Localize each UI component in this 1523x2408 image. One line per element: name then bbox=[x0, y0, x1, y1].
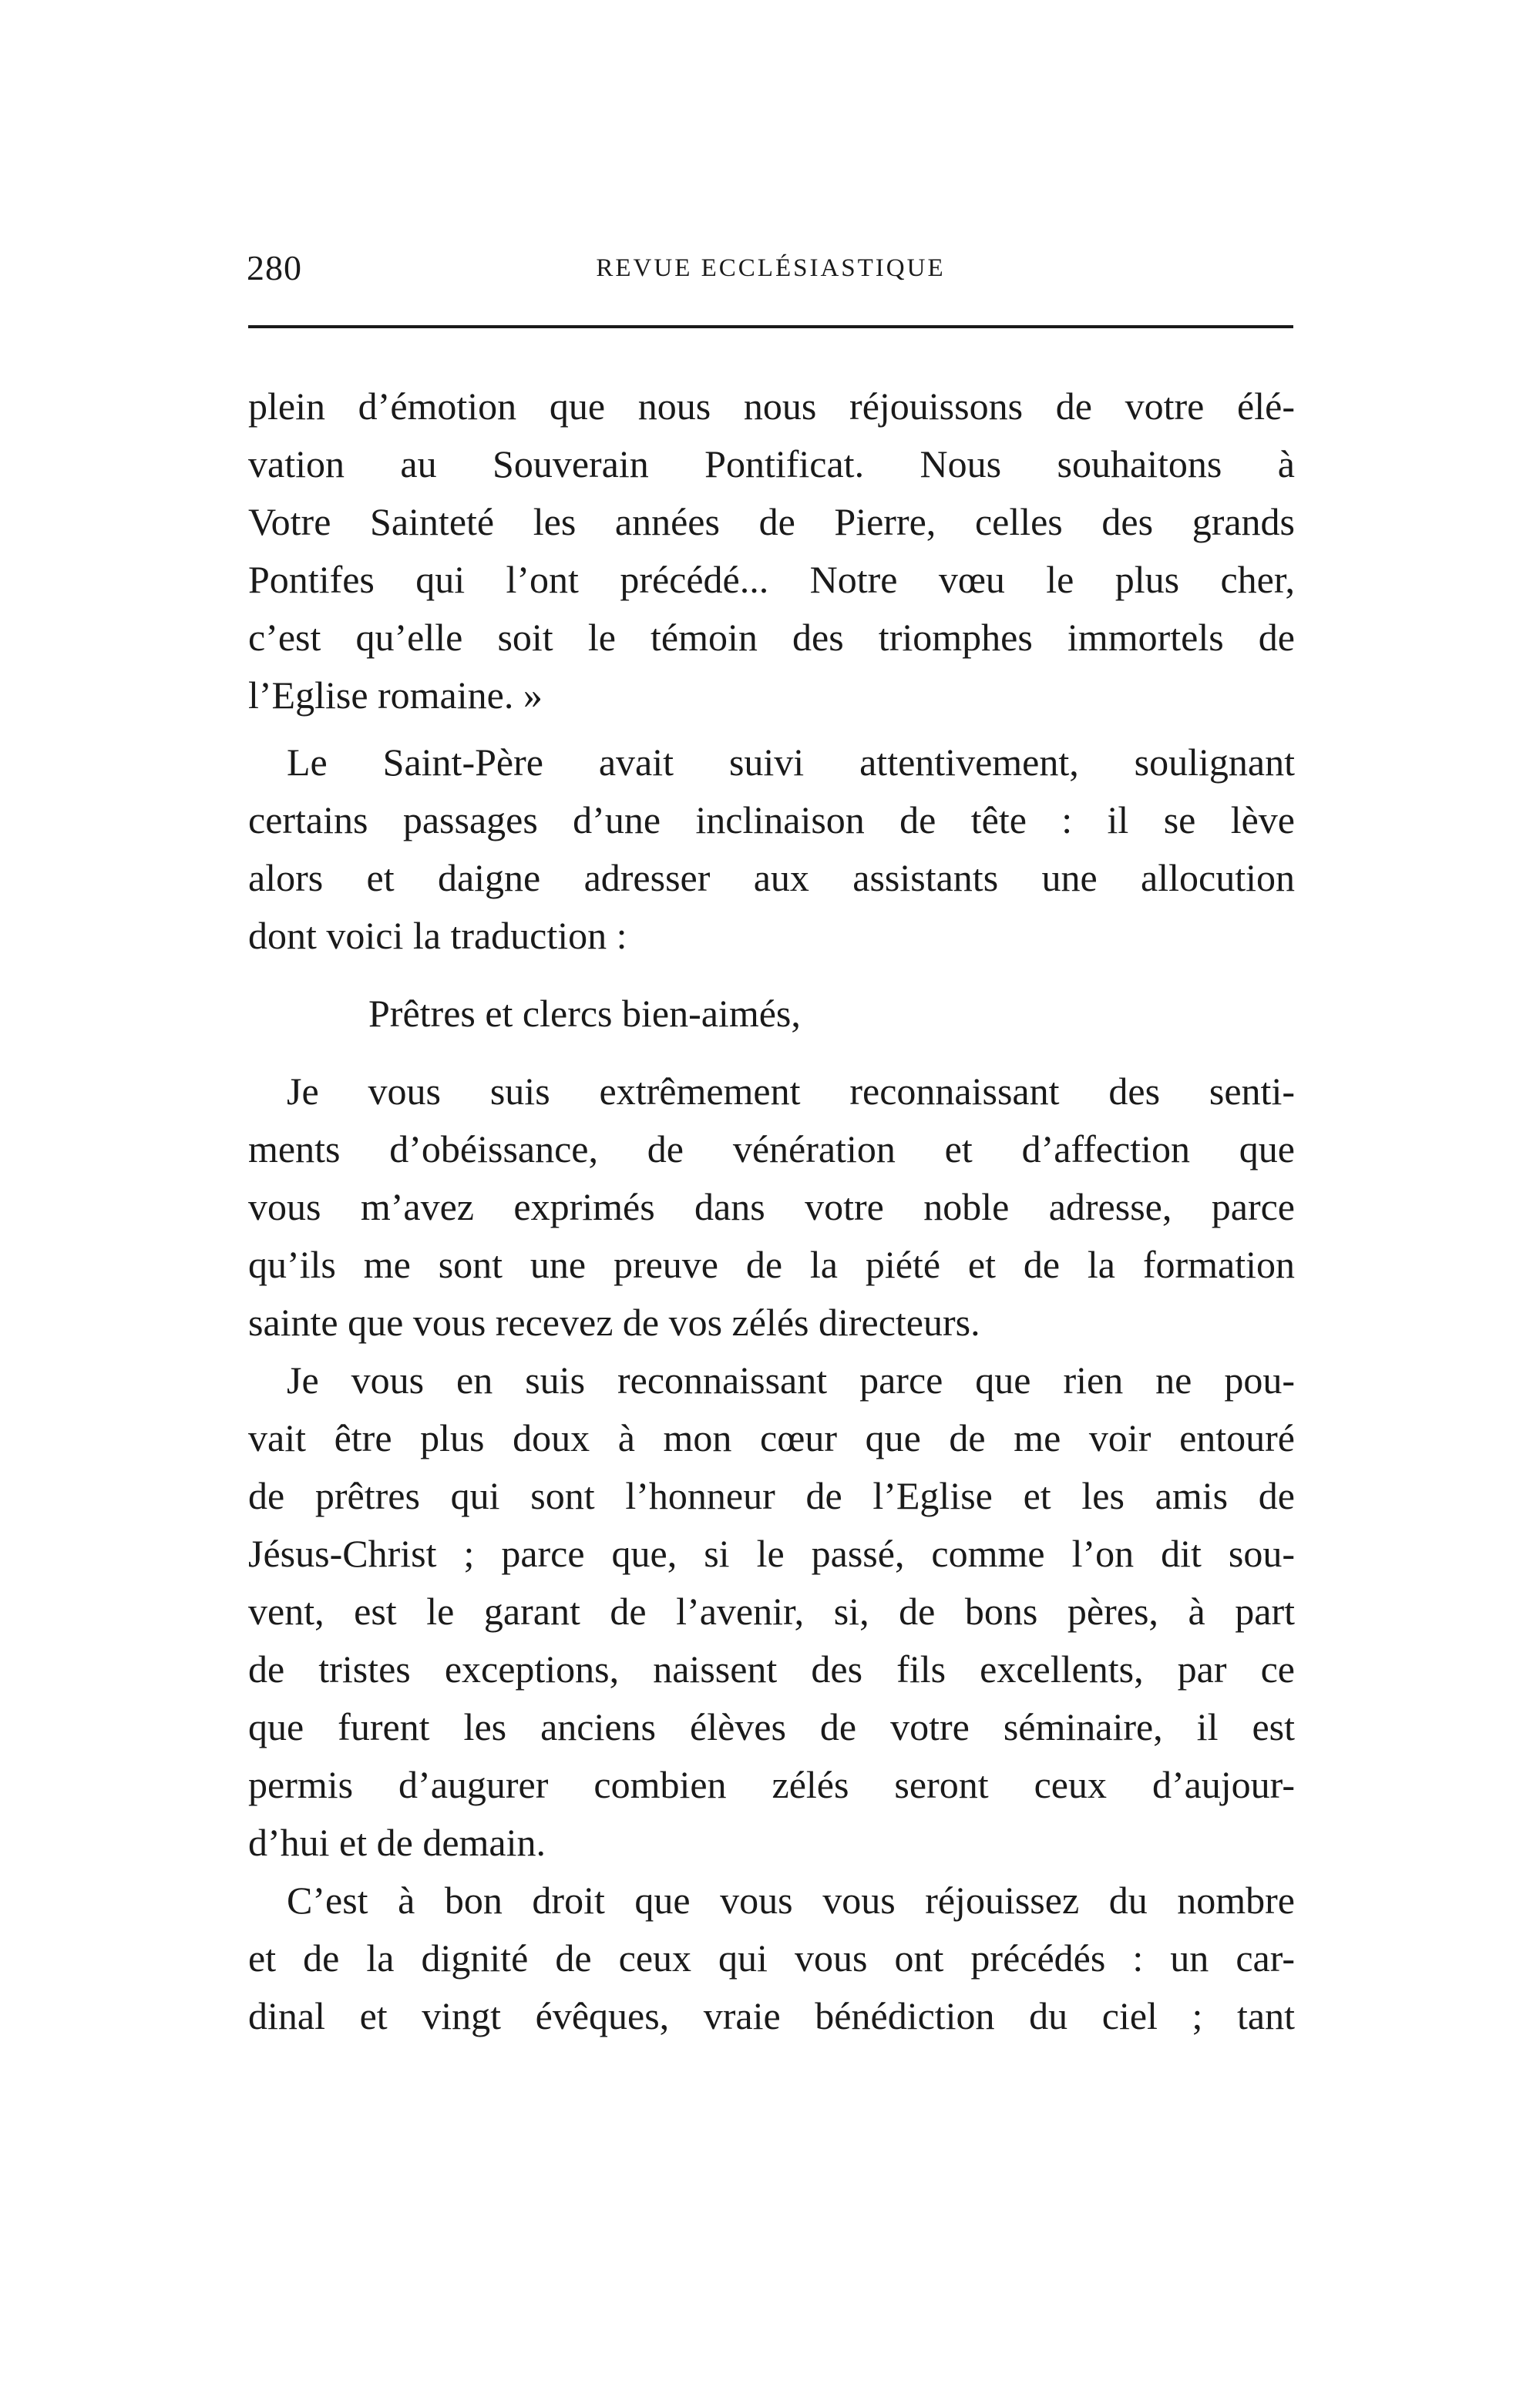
text-line: vous m’avez exprimés dans votre noble adresse, parce bbox=[248, 1185, 1295, 1228]
text-line: que furent les anciens élèves de votre séminaire, il est bbox=[248, 1705, 1295, 1748]
page-number: 280 bbox=[247, 248, 302, 287]
text-line: vent, est le garant de l’avenir, si, de bons pères, à part bbox=[248, 1590, 1295, 1633]
text-line: l’Eglise romaine. » bbox=[248, 673, 543, 717]
text-line: sainte que vous recevez de vos zélés directeurs. bbox=[248, 1301, 980, 1344]
text-line: certains passages d’une inclinaison de tête : il se lève bbox=[248, 798, 1295, 841]
text-line: de prêtres qui sont l’honneur de l’Eglise et les amis de bbox=[248, 1474, 1295, 1517]
paragraph-2 bbox=[248, 734, 1295, 965]
page-body bbox=[248, 378, 1295, 2045]
text-line: d’hui et de demain. bbox=[248, 1821, 546, 1864]
text-line: et de la dignité de ceux qui vous ont précédés : un car- bbox=[248, 1936, 1295, 1980]
text-line: c’est qu’elle soit le témoin des triomphes immortels de bbox=[248, 616, 1295, 659]
paragraph-5 bbox=[248, 1872, 1295, 2045]
paragraph-3 bbox=[248, 1063, 1295, 1352]
text-line: de tristes exceptions, naissent des fils excellents, par ce bbox=[248, 1647, 1295, 1691]
running-title: REVUE ECCLÉSIASTIQUE bbox=[596, 254, 946, 282]
text-line: vation au Souverain Pontificat. Nous souhaitons à bbox=[248, 442, 1295, 485]
paragraph-4 bbox=[248, 1352, 1295, 1872]
text-line: Jésus-Christ ; parce que, si le passé, comme l’on dit sou- bbox=[248, 1532, 1295, 1575]
text-line: C’est à bon droit que vous vous réjouissez du nombre bbox=[287, 1879, 1295, 1922]
header-rule bbox=[248, 325, 1293, 328]
text-line: Je vous en suis reconnaissant parce que rien ne pou- bbox=[287, 1358, 1295, 1402]
text-line: Votre Sainteté les années de Pierre, celles des grands bbox=[248, 500, 1295, 543]
text-line: permis d’augurer combien zélés seront ceux d’aujour- bbox=[248, 1763, 1295, 1806]
text-line: Le Saint-Père avait suivi attentivement, soulignant bbox=[287, 741, 1295, 784]
salutation: Prêtres et clercs bien-aimés, bbox=[368, 992, 801, 1035]
text-line: vait être plus doux à mon cœur que de me voir entouré bbox=[248, 1416, 1295, 1459]
text-line: Je vous suis extrêmement reconnaissant des senti- bbox=[287, 1070, 1295, 1113]
text-line: qu’ils me sont une preuve de la piété et de la formation bbox=[248, 1243, 1295, 1286]
text-line: dont voici la traduction : bbox=[248, 914, 627, 957]
running-header bbox=[247, 245, 1295, 291]
paragraph-1 bbox=[248, 378, 1295, 724]
text-line: alors et daigne adresser aux assistants une allocution bbox=[248, 856, 1295, 899]
text-line: dinal et vingt évêques, vraie bénédiction du ciel ; tant bbox=[248, 1994, 1295, 2037]
text-line: plein d’émotion que nous nous réjouissons de votre élé- bbox=[248, 385, 1295, 428]
text-line: Pontifes qui l’ont précédé... Notre vœu le plus cher, bbox=[248, 558, 1295, 601]
text-line: ments d’obéissance, de vénération et d’affection que bbox=[248, 1127, 1295, 1170]
